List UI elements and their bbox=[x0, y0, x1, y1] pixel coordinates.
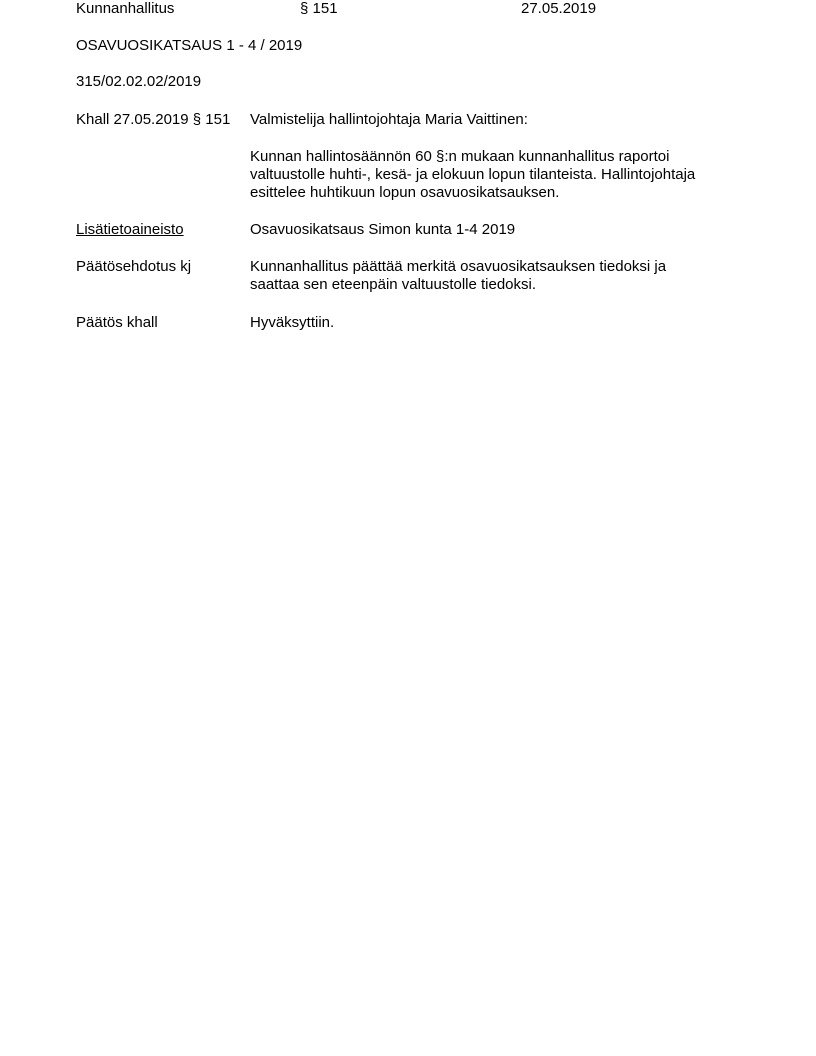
document-title: OSAVUOSIKATSAUS 1 - 4 / 2019 bbox=[76, 37, 303, 54]
additional-info-value: Osavuosikatsaus Simon kunta 1-4 2019 bbox=[250, 221, 516, 238]
header-date: 27.05.2019 bbox=[521, 0, 597, 17]
header-body-name: Kunnanhallitus bbox=[76, 0, 175, 17]
preparation-label: Khall 27.05.2019 § 151 bbox=[76, 111, 231, 128]
decision-value: Hyväksyttiin. bbox=[250, 314, 335, 331]
preparer-line: Valmistelija hallintojohtaja Maria Vaittinen: bbox=[250, 111, 528, 128]
proposal-text-line: saattaa sen eteenpäin valtuustolle tiedoksi. bbox=[250, 276, 537, 293]
header-section-number: § 151 bbox=[300, 0, 338, 17]
preparation-text-line: Kunnan hallintosäännön 60 §:n mukaan kunnanhallitus raportoi bbox=[250, 148, 670, 165]
record-number: 315/02.02.02/2019 bbox=[76, 73, 202, 90]
proposal-text-line: Kunnanhallitus päättää merkitä osavuosikatsauksen tiedoksi ja bbox=[250, 258, 667, 275]
proposal-paragraph bbox=[250, 258, 666, 294]
decision-label: Päätös khall bbox=[76, 314, 158, 331]
preparation-text-line: esittelee huhtikuun lopun osavuosikatsauksen. bbox=[250, 184, 560, 201]
additional-info-label: Lisätietoaineisto bbox=[76, 221, 184, 238]
preparation-text-line: valtuustolle huhti-, kesä- ja elokuun lopun tilanteista. Hallintojohtaja bbox=[250, 166, 696, 183]
proposal-label: Päätösehdotus kj bbox=[76, 258, 192, 275]
preparation-paragraph bbox=[250, 148, 695, 202]
